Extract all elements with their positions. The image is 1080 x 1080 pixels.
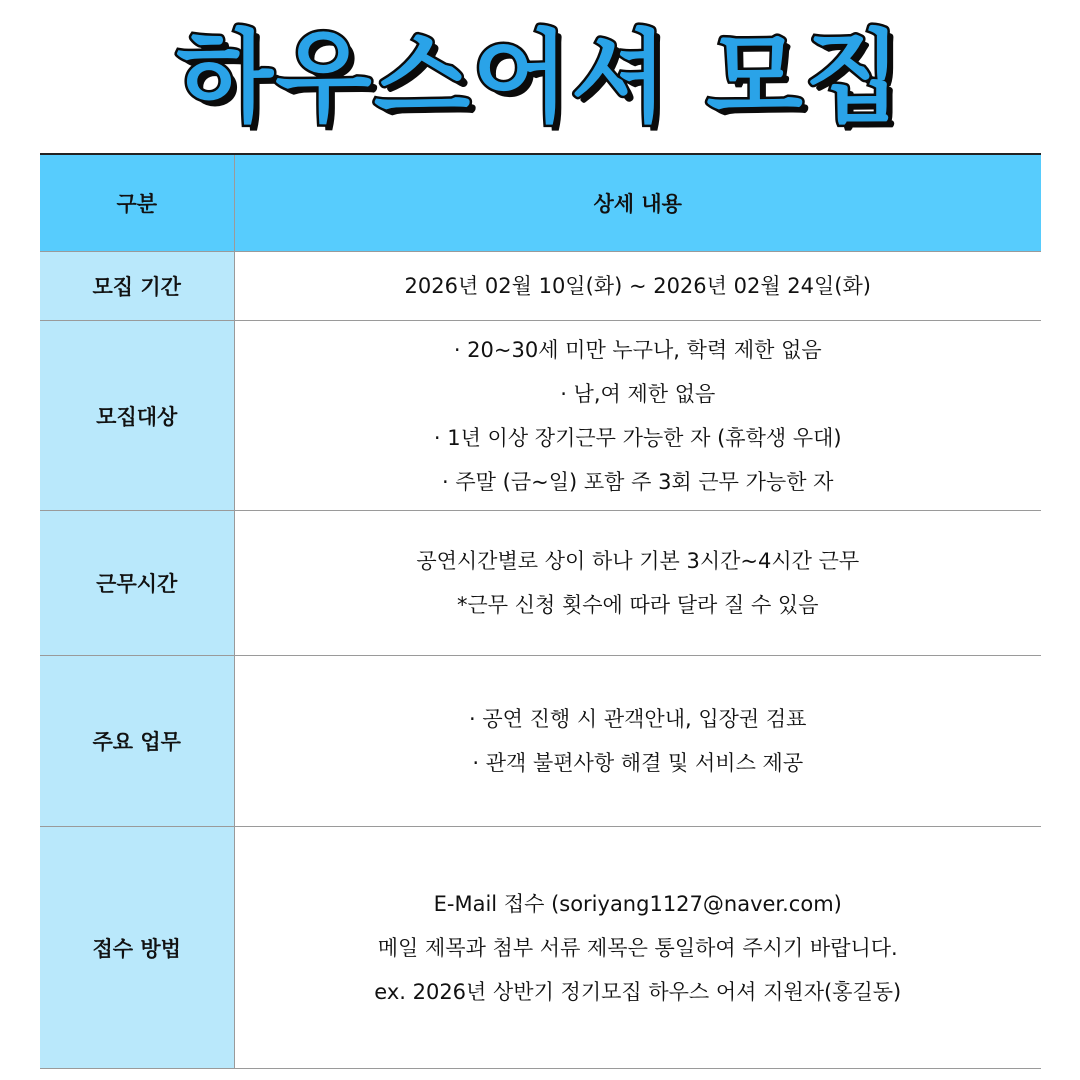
content-line: 공연시간별로 상이 하나 기본 3시간~4시간 근무: [416, 549, 860, 573]
content-line: 메일 제목과 첨부 서류 제목은 통일하여 주시기 바랍니다.: [377, 935, 898, 960]
row-content: [234, 321, 1041, 511]
content-line: · 공연 진행 시 관객안내, 입장권 검표: [469, 707, 807, 731]
row-content: [234, 511, 1041, 656]
poster-title: 하우스어셔 모집: [176, 19, 904, 136]
content-line: 2026년 02월 10일(화) ~ 2026년 02월 24일(화): [404, 274, 871, 298]
content-line: · 주말 (금~일) 포함 주 3회 근무 가능한 자: [442, 469, 834, 494]
row-label: 근무시간: [40, 511, 234, 656]
table-row-recruitment-period: [40, 252, 1041, 321]
row-content: [234, 252, 1041, 321]
table-row-application-method: [40, 827, 1041, 1069]
table-header-row: [40, 154, 1041, 252]
content-line: · 남,여 제한 없음: [560, 381, 716, 406]
table-row-working-hours: [40, 511, 1041, 656]
row-label: 모집대상: [40, 321, 234, 511]
row-label: 접수 방법: [40, 827, 234, 1069]
recruitment-info-table: [40, 153, 1041, 1069]
row-content: [234, 827, 1041, 1069]
content-line-email: E-Mail 접수 (soriyang1127@naver.com): [433, 891, 842, 916]
content-line: · 20~30세 미만 누구나, 학력 제한 없음: [453, 337, 822, 362]
table-row-main-duties: [40, 656, 1041, 827]
header-details: 상세 내용: [234, 154, 1041, 252]
content-line: · 1년 이상 장기근무 가능한 자 (휴학생 우대): [433, 425, 842, 450]
content-line: *근무 신청 횟수에 따라 달라 질 수 있음: [456, 593, 819, 617]
content-line: ex. 2026년 상반기 정기모집 하우스 어셔 지원자(홍길동): [374, 979, 902, 1004]
table-row-eligibility: [40, 321, 1041, 511]
row-content: [234, 656, 1041, 827]
row-label: 주요 업무: [40, 656, 234, 827]
header-category: 구분: [40, 154, 234, 252]
row-label: 모집 기간: [40, 252, 234, 321]
content-line: · 관객 불편사항 해결 및 서비스 제공: [472, 751, 804, 775]
